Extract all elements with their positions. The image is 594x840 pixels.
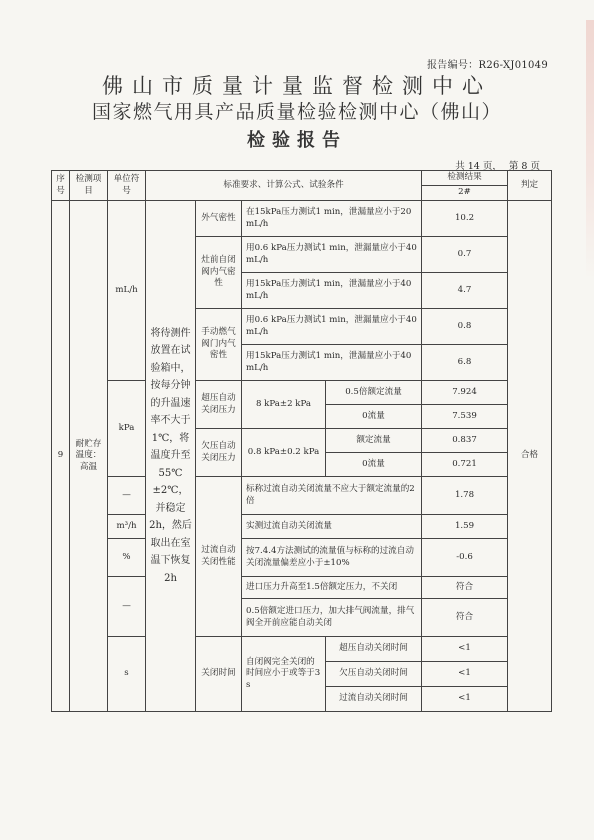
unit-dash-1: — xyxy=(108,477,146,515)
group-over-flow: 过流自动关闭性能 xyxy=(196,477,242,637)
unit-pressure: kPa xyxy=(108,381,146,477)
stove-req-1: 用0.6 kPa压力测试1 min，泄漏量应小于40 mL/h xyxy=(242,237,422,273)
stove-req-2: 用15kPa压力测试1 min，泄漏量应小于40 mL/h xyxy=(242,273,422,309)
item-name: 耐贮存温度：高温 xyxy=(70,201,108,712)
over-flow-res-2: 1.59 xyxy=(422,515,508,539)
header-unit: 单位符号 xyxy=(108,171,146,201)
group-close-time: 关闭时间 xyxy=(196,637,242,712)
over-flow-req-1: 标称过流自动关闭流量不应大于额定流量的2倍 xyxy=(242,477,422,515)
close-time-cond-1: 超压自动关闭时间 xyxy=(326,637,422,662)
over-flow-req-4: 进口压力升高至1.5倍额定压力，不关闭 xyxy=(242,577,422,599)
over-flow-res-4: 符合 xyxy=(422,577,508,599)
report-number: 报告编号：R26-XJ01049 xyxy=(426,60,548,71)
verdict: 合格 xyxy=(508,201,552,712)
group-over-pressure: 超压自动关闭压力 xyxy=(196,381,242,429)
center-title: 国家燃气用具产品质量检验检测中心（佛山） xyxy=(91,101,502,123)
page-total: 共 14 页， xyxy=(455,161,502,172)
under-pressure-cond-2: 0流量 xyxy=(326,453,422,477)
header-standard: 标准要求、计算公式、试验条件 xyxy=(146,171,422,201)
seq-number: 9 xyxy=(52,201,70,712)
header-verdict: 判定 xyxy=(508,171,552,201)
unit-dash-2: — xyxy=(108,577,146,637)
unit-percent: % xyxy=(108,539,146,577)
group-outer: 外气密性 xyxy=(196,201,242,237)
manual-res-1: 0.8 xyxy=(422,309,508,345)
close-time-res-3: <1 xyxy=(422,687,508,712)
under-pressure-cond-1: 额定流量 xyxy=(326,429,422,453)
header-sample: 2# xyxy=(422,186,508,201)
stove-res-1: 0.7 xyxy=(422,237,508,273)
outer-result: 10.2 xyxy=(422,201,508,237)
close-time-req: 自闭阀完全关闭的时间应小于或等于3 s xyxy=(242,637,326,712)
inspection-table xyxy=(51,170,552,712)
close-time-cond-2: 欠压自动关闭时间 xyxy=(326,662,422,687)
group-manual-valve: 手动燃气阀门内气密性 xyxy=(196,309,242,381)
outer-requirement: 在15kPa压力测试1 min，泄漏量应小于20 mL/h xyxy=(242,201,422,237)
org-title: 佛山市质量计量监督检测中心 xyxy=(102,74,492,98)
report-title: 检验报告 xyxy=(247,130,347,151)
manual-req-1: 用0.6 kPa压力测试1 min，泄漏量应小于40 mL/h xyxy=(242,309,422,345)
over-flow-req-5: 0.5倍额定进口压力，加大排气阀流量，排气阀全开前应能自动关闭 xyxy=(242,599,422,637)
over-pressure-value: 8 kPa±2 kPa xyxy=(242,381,326,429)
stove-res-2: 4.7 xyxy=(422,273,508,309)
unit-time: s xyxy=(108,637,146,712)
close-time-cond-3: 过流自动关闭时间 xyxy=(326,687,422,712)
page-current: 第 8 页 xyxy=(508,161,540,172)
close-time-res-1: <1 xyxy=(422,637,508,662)
close-time-res-2: <1 xyxy=(422,662,508,687)
under-pressure-res-2: 0.721 xyxy=(422,453,508,477)
over-flow-req-3: 按7.4.4方法测试的流量值与标称的过流自动关闭流量偏差应小于±10% xyxy=(242,539,422,577)
over-flow-res-1: 1.78 xyxy=(422,477,508,515)
group-under-pressure: 欠压自动关闭压力 xyxy=(196,429,242,477)
under-pressure-value: 0.8 kPa±0.2 kPa xyxy=(242,429,326,477)
unit-flow: m³/h xyxy=(108,515,146,539)
manual-req-2: 用15kPa压力测试1 min，泄漏量应小于40 mL/h xyxy=(242,345,422,381)
test-condition: 将待测件放置在试验箱中，按每分钟的升温速率不大于1℃，将温度升至55℃±2℃，并稳定2h，然后取出在室温下恢复2h xyxy=(146,201,196,712)
over-pressure-cond-1: 0.5倍额定流量 xyxy=(326,381,422,405)
over-pressure-res-2: 7.539 xyxy=(422,405,508,429)
over-flow-res-3: -0.6 xyxy=(422,539,508,577)
under-pressure-res-1: 0.837 xyxy=(422,429,508,453)
group-stove-valve: 灶前自闭阀内气密性 xyxy=(196,237,242,309)
header-seq: 序号 xyxy=(52,171,70,201)
over-flow-req-2: 实测过流自动关闭流量 xyxy=(242,515,422,539)
over-pressure-res-1: 7.924 xyxy=(422,381,508,405)
unit-leak: mL/h xyxy=(108,201,146,381)
over-pressure-cond-2: 0流量 xyxy=(326,405,422,429)
over-flow-res-5: 符合 xyxy=(422,599,508,637)
header-result: 检测结果 xyxy=(422,171,508,186)
header-item: 检测项目 xyxy=(70,171,108,201)
manual-res-2: 6.8 xyxy=(422,345,508,381)
